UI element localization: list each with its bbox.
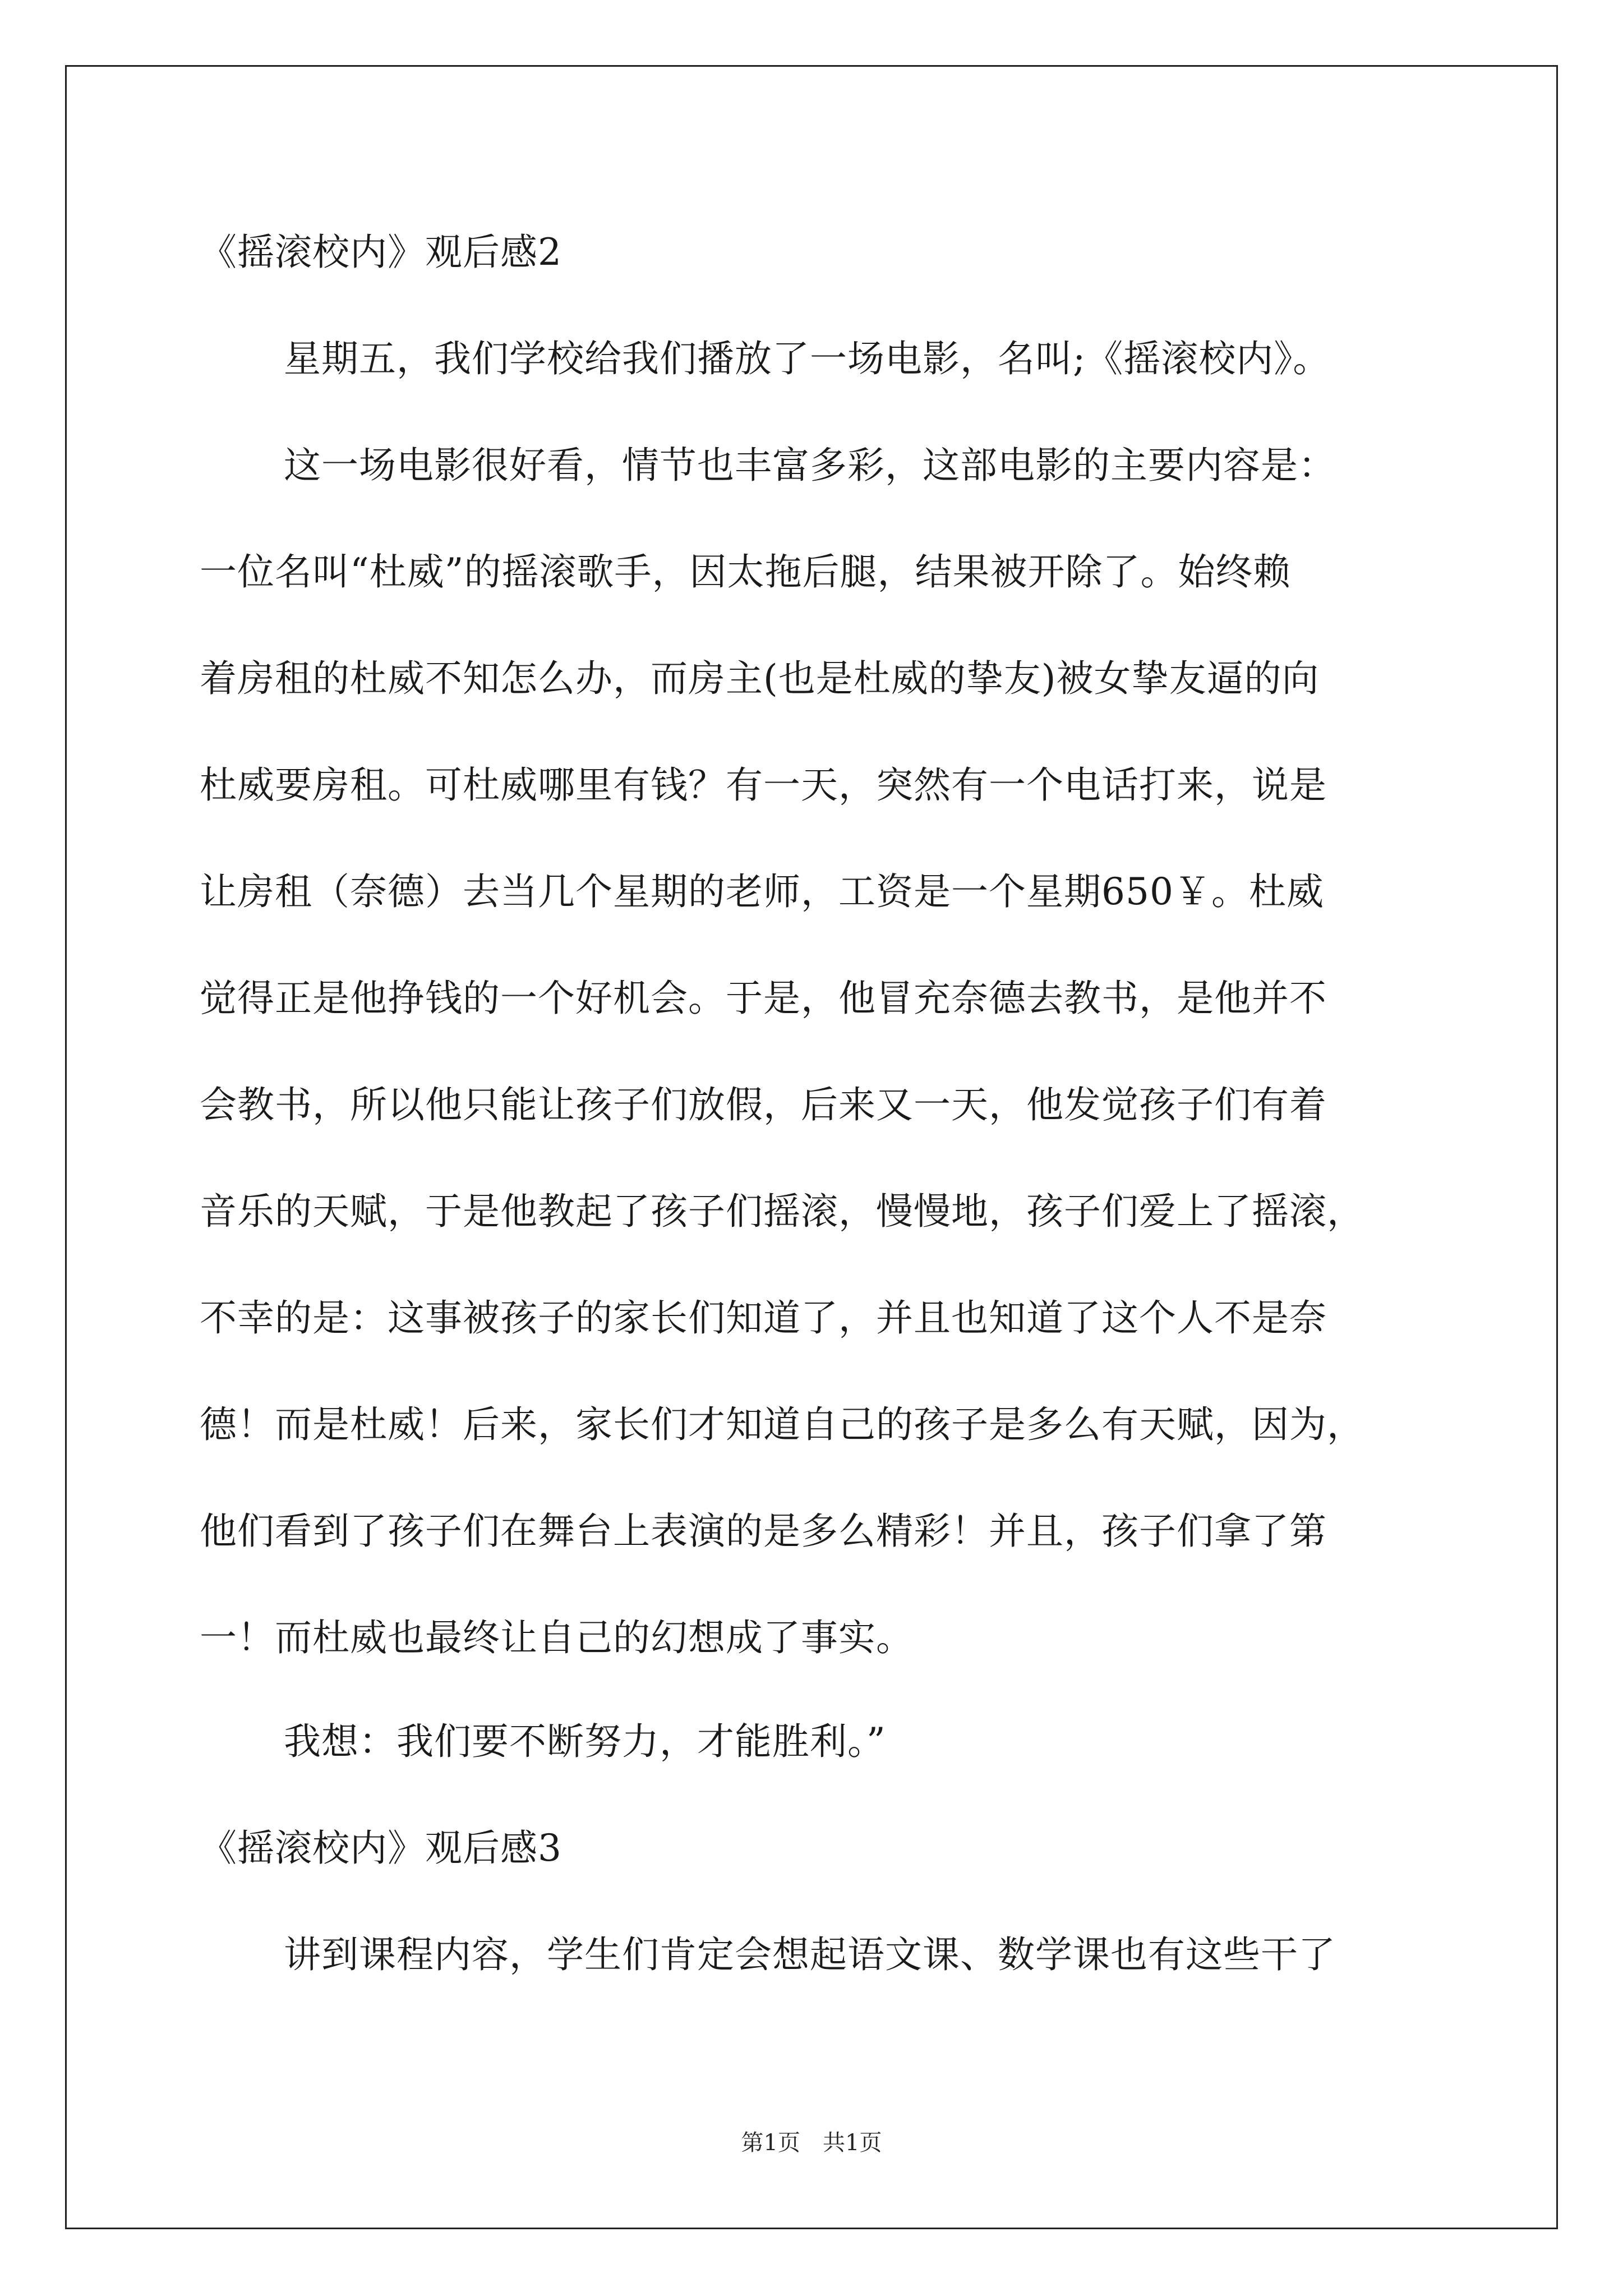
- section-heading-2: 《摇滚校内》观后感2: [200, 231, 562, 274]
- paragraph-3: 我想：我们要不断努力，才能胜利。”: [284, 1720, 886, 1763]
- page-footer: 第1页 共1页: [741, 2130, 882, 2156]
- paragraph-2-line-11: 他们看到了孩子们在舞台上表演的是多么精彩！并且，孩子们拿了第: [200, 1510, 1327, 1553]
- paragraph-2-line-4: 杜威要房租。可杜威哪里有钱？有一天，突然有一个电话打来，说是: [200, 763, 1327, 807]
- paragraph-2-line-9: 不幸的是：这事被孩子的家长们知道了，并且也知道了这个人不是奈: [200, 1296, 1327, 1340]
- paragraph-2-line-5: 让房租（奈德）去当几个星期的老师，工资是一个星期650￥。杜威: [200, 870, 1324, 913]
- page-border: [65, 65, 1558, 2229]
- paragraph-2-line-2: 一位名叫“杜威”的摇滚歌手，因太拖后腿，结果被开除了。始终赖: [200, 550, 1291, 593]
- paragraph-2-line-3: 着房租的杜威不知怎么办，而房主(也是杜威的挚友)被女挚友逼的向: [200, 657, 1320, 700]
- paragraph-1: 星期五，我们学校给我们播放了一场电影，名叫;《摇滚校内》。: [284, 337, 1331, 380]
- paragraph-2-line-12: 一！而杜威也最终让自己的幻想成了事实。: [200, 1616, 914, 1659]
- paragraph-2-line-6: 觉得正是他挣钱的一个好机会。于是，他冒充奈德去教书，是他并不: [200, 977, 1327, 1020]
- paragraph-2-line-1: 这一场电影很好看，情节也丰富多彩，这部电影的主要内容是：: [284, 444, 1336, 487]
- paragraph-2-line-8: 音乐的天赋，于是他教起了孩子们摇滚，慢慢地，孩子们爱上了摇滚，: [200, 1190, 1364, 1233]
- paragraph-4: 讲到课程内容，学生们肯定会想起语文课、数学课也有这些干了: [284, 1933, 1336, 1976]
- section-heading-3: 《摇滚校内》观后感3: [200, 1826, 562, 1870]
- paragraph-2-line-7: 会教书，所以他只能让孩子们放假，后来又一天，他发觉孩子们有着: [200, 1083, 1327, 1126]
- paragraph-2-line-10: 德！而是杜威！后来，家长们才知道自己的孩子是多么有天赋，因为，: [200, 1403, 1364, 1446]
